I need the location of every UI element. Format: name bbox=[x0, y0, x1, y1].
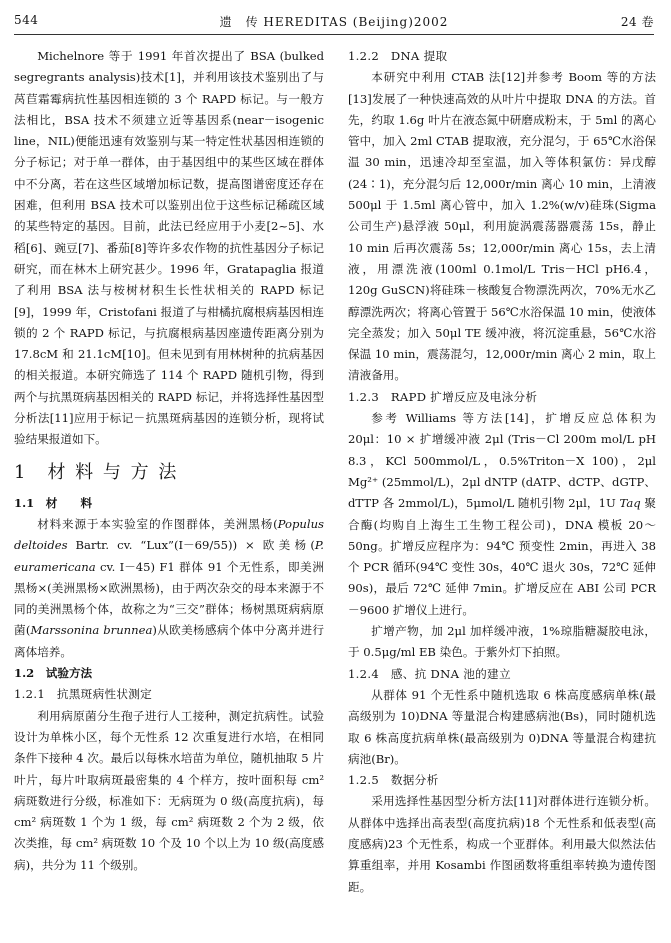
electrophoresis-paragraph: 扩增产物，加 2μl 加样缓冲液，1%琼脂糖凝胶电泳，于 0.5μg/ml EB 染色。于紫外灯下拍照。 bbox=[348, 624, 656, 660]
rapd-text-a: 参考 Williams 等方法[14]，扩增反应总体积为 20μl：10 × 扩增缓冲液 2μl (Tris－Cl 200m mol/L pH 8.3，KCl 500mmol/L，0.5%Triton－X 100)，2μl Mg²⁺ (25mmol/L)，2μl dNTP (dATP、dCTP、dGTP、dTTP 各 2mmol/L)，5μmol/L 随机引物 2μl，1U bbox=[348, 411, 656, 511]
section-heading-materials-methods: 1 材 料 与 方 法 bbox=[14, 461, 179, 483]
header-rule bbox=[14, 34, 654, 35]
volume-label: 24 卷 bbox=[620, 15, 654, 29]
materials-text-d: )从欧美杨感病个体中分离并进行离体培养。 bbox=[14, 623, 324, 659]
page-number: 544 bbox=[14, 13, 39, 27]
right-column bbox=[348, 46, 656, 898]
left-column bbox=[14, 46, 324, 876]
materials-text-b: Bartr. cv. “Lux”(I－69/55)) × 欧美杨( bbox=[67, 538, 315, 553]
subsubsection-heading-dna: 1.2.2 DNA 提取 bbox=[348, 49, 448, 63]
materials-text-c: cv. I－45) F1 群体 91 个无性系，即美洲黑杨×(美洲黑杨×欧洲黑杨)，由于两次杂交的母本来源于不同的美洲黑杨个体，故称之为“三交”群体；杨树黑斑病病原菌( bbox=[14, 559, 324, 638]
subsubsection-heading-resistance: 1.2.1 抗黑斑病性状测定 bbox=[14, 687, 153, 702]
species-name-marssonina: Marssonina brunnea bbox=[30, 623, 153, 638]
resistance-paragraph: 利用病原菌分生孢子进行人工接种，测定抗病性。试验设计为单株小区，每个无性系 12 次重复进行水培，在相同条件下接种 4 次。最后以每株水培苗为单位，随机抽取 5 片叶片，每片叶取病斑最密集的 4 个样方，按叶面积每 cm² 病斑数进行分级，标准如下：无病斑为 0 级(高度抗病)，每 cm² 病斑数 1 个为 1 级，每 cm² 病斑数 2 个为 2 级，依次类推，每 cm² 病斑数 10 个及 10 个以上为 10 级(高度感病)，共分为 11 个级别。 bbox=[14, 708, 324, 872]
materials-text-a: 材料来源于本实验室的作图群体，美洲黑杨( bbox=[37, 516, 278, 531]
analysis-paragraph: 采用选择性基因型分析方法[11]对群体进行连锁分析。从群体中选择出高表型(高度抗病)18 个无性系和低表型(高度感病)23 个无性系，构成一个亚群体。利用最大似然法估算重组率，并用 Kosambi 作图函数将重组率转换为遗传图距。 bbox=[348, 794, 656, 894]
species-name-euramericana: P. euramericana bbox=[14, 538, 324, 574]
pools-paragraph: 从群体 91 个无性系中随机选取 6 株高度感病单株(最高级别为 10)DNA 等量混合构建感病池(Bs)，同时随机选取 6 株高度抗病单株(最高级别为 0)DNA 等量混合构建抗病池(Br)。 bbox=[348, 687, 656, 766]
subsubsection-heading-pools: 1.2.4 感、抗 DNA 池的建立 bbox=[348, 666, 511, 681]
intro-paragraph: Michelnore 等于 1991 年首次提出了 BSA (bulked segregrants analysis)技术[1]，并利用该技术鉴别出了与莴苣霜霉病抗性基因相连锁的 3 个 RAPD 标记。与一般方法相比，BSA 技术不须建立近等基因系(near－isogenic line，NIL)便能迅速有效鉴别与某一特定性状基因相连锁的分子标记；对于单一群体，由于基因组中的某些区域在群体中不分离，若在这些区域增加标记数，提高图谱密度还存在困难，但利用 BSA 技术可以鉴别出位于这些标记稀疏区域的某些特定的基因。目前，此法已经应用于小麦[2~5]、水稻[6]、豌豆[7]、番茄[8]等许多农作物的抗性基因分子标记研究，而在林木上研究甚少。1996 年，Gratapaglia 报道了利用 BSA 法与桉树材积生长性状相关的 RAPD 标记[9]，1999 年，Cristofani 报道了与柑橘抗腐根病基因相连锁的 2 个 RAPD 标记，与抗腐根病基因座遗传距离分别为 17.8cM 和 21.1cM[10]。但未见到有用林树种的抗病基因的相关报道。本研究筛选了 114 个 RAPD 随机引物，得到两个与抗黑斑病基因相关的 RAPD 标记，并将选择性基因型分析法[11]应用于标记－抗黑斑病基因的连锁分析，现将试验结果报道如下。 bbox=[14, 49, 324, 447]
taq-term: Taq bbox=[619, 496, 641, 511]
rapd-text-b: 聚合酶(均购自上海生工生物工程公司)，DNA 模板 20～50ng。扩增反应程序为：94℃ 预变性 2min，再进入 38 个 PCR 循环(94℃ 变性 30s，40℃ 退火 30s，72℃ 延伸 90s)，最后 72℃ 延伸 7min。扩增反应在 ABI 公司 PCR－9600 扩增仪上进行。 bbox=[348, 496, 656, 617]
materials-paragraph bbox=[14, 514, 324, 663]
subsection-heading-methods: 1.2 试验方法 bbox=[14, 666, 93, 681]
rapd-paragraph bbox=[348, 408, 656, 621]
species-name-deltoides: Populus deltoides bbox=[14, 516, 324, 553]
dna-paragraph: 本研究中利用 CTAB 法[12]并参考 Boom 等的方法[13]发展了一种快速高效的从叶片中提取 DNA 的方法。首先，约取 1.6g 叶片在液态氮中研磨成粉末，于 5ml 的离心管中，加入 2ml CTAB 提取液，充分混匀，于 65℃水浴保温 30 min，迅速冷却至室温，加入等体积氯仿：异戊醇(24∶1)，充分混匀后 12,000r/min 离心 10 min，上清液 500μl 于 1.5ml 离心管中，加入 1.2%(w/v)硅珠(Sigma 公司生产)悬浮液 50μl，利用旋涡震荡器震荡 15s，静止 10 min 后再次震荡 5s；12,000r/min 离心 15s，去上清液，用漂洗液(100ml 0.1mol/L Tris－HCl pH6.4，120g GuSCN)将硅珠－核酸复合物漂洗两次，70%无水乙醇漂洗两次；将离心管置于 56℃水浴保温 10 min，使液体完全蒸发；加入 50μl TE 缓冲液，将沉淀重悬，56℃水浴保温 10 min，震荡混匀，12,000r/min 离心 2 min，取上清液备用。 bbox=[348, 70, 656, 383]
subsubsection-heading-analysis: 1.2.5 数据分析 bbox=[348, 773, 439, 788]
subsubsection-heading-rapd: 1.2.3 RAPD 扩增反应及电泳分析 bbox=[348, 389, 538, 404]
subsection-heading-materials: 1.1 材 料 bbox=[14, 495, 93, 510]
journal-title: 遗 传 HEREDITAS (Beijing)2002 bbox=[219, 15, 449, 29]
running-header bbox=[14, 13, 654, 31]
